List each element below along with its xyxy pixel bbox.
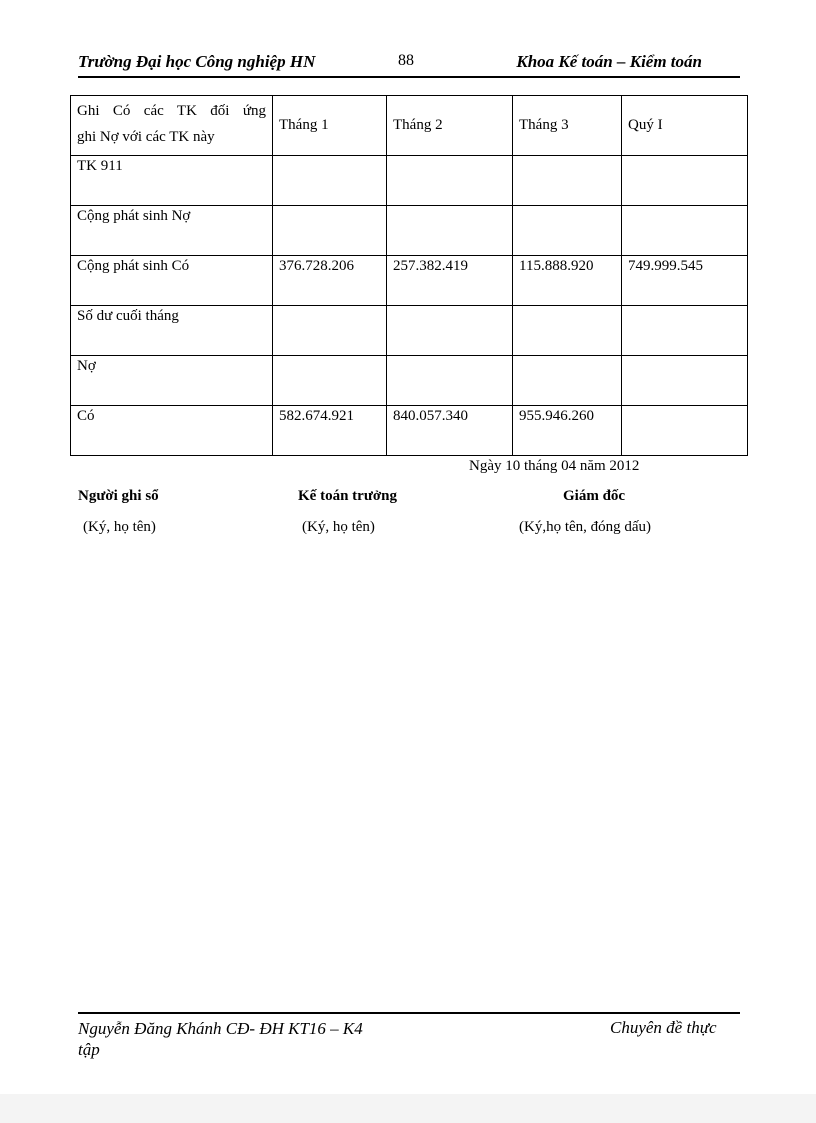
footer-author-line2: tập (78, 1040, 100, 1059)
signer-note-director: (Ký,họ tên, đóng dấu) (519, 519, 652, 535)
report-date: Ngày 10 tháng 04 năm 2012 (469, 458, 640, 474)
cell-value (513, 306, 622, 356)
signer-note-chief-accountant: (Ký, họ tên) (302, 519, 375, 535)
signer-note-recorder: (Ký, họ tên) (83, 519, 156, 535)
page-header (78, 52, 740, 78)
footer-author (78, 1018, 418, 1060)
cell-value (513, 356, 622, 406)
page-bottom-strip (0, 1094, 816, 1123)
row-label: Cộng phát sinh Nợ (71, 206, 273, 256)
cell-value: 582.674.921 (273, 406, 387, 456)
header-label-cell (71, 96, 273, 156)
cell-value (387, 306, 513, 356)
cell-value: 257.382.419 (387, 256, 513, 306)
ledger-table (70, 95, 748, 456)
cell-value (513, 156, 622, 206)
cell-value (273, 306, 387, 356)
table-row (71, 306, 748, 356)
cell-value (387, 356, 513, 406)
table-row (71, 356, 748, 406)
row-label: Cộng phát sinh Có (71, 256, 273, 306)
page-number: 88 (398, 52, 414, 69)
footer-author-line1: Nguyễn Đăng Khánh CĐ- ĐH KT16 – K4 (78, 1019, 363, 1038)
cell-value: 749.999.545 (622, 256, 748, 306)
table-row (71, 156, 748, 206)
signer-title-recorder: Người ghi sổ (78, 488, 159, 504)
row-label: TK 911 (71, 156, 273, 206)
cell-value: 840.057.340 (387, 406, 513, 456)
cell-value (622, 356, 748, 406)
table-header-row (71, 96, 748, 156)
cell-value (273, 356, 387, 406)
header-month-2: Tháng 2 (387, 96, 513, 156)
table-row (71, 206, 748, 256)
row-label: Số dư cuối tháng (71, 306, 273, 356)
header-month-1: Tháng 1 (273, 96, 387, 156)
cell-value (513, 206, 622, 256)
cell-value (273, 206, 387, 256)
cell-value: 955.946.260 (513, 406, 622, 456)
school-name: Trường Đại học Công nghiệp HN (78, 52, 316, 71)
cell-value: 376.728.206 (273, 256, 387, 306)
cell-value: 115.888.920 (513, 256, 622, 306)
faculty-name: Khoa Kế toán – Kiểm toán (516, 52, 702, 71)
footer-topic: Chuyên đề thực (610, 1018, 717, 1037)
signer-title-director: Giám đốc (563, 488, 626, 504)
table-row (71, 406, 748, 456)
row-label: Nợ (71, 356, 273, 406)
cell-value (622, 156, 748, 206)
cell-value (387, 206, 513, 256)
table-row (71, 256, 748, 306)
footer-rule (78, 1012, 740, 1014)
cell-value (622, 206, 748, 256)
header-label-line2: ghi Nợ với các TK này (77, 129, 215, 145)
header-label-line1: Ghi Có các TK đối ứng (77, 103, 266, 119)
cell-value (622, 406, 748, 456)
cell-value (622, 306, 748, 356)
signer-title-chief-accountant: Kế toán trưởng (298, 488, 397, 504)
header-month-3: Tháng 3 (513, 96, 622, 156)
cell-value (387, 156, 513, 206)
header-quarter: Quý I (622, 96, 748, 156)
row-label: Có (71, 406, 273, 456)
cell-value (273, 156, 387, 206)
